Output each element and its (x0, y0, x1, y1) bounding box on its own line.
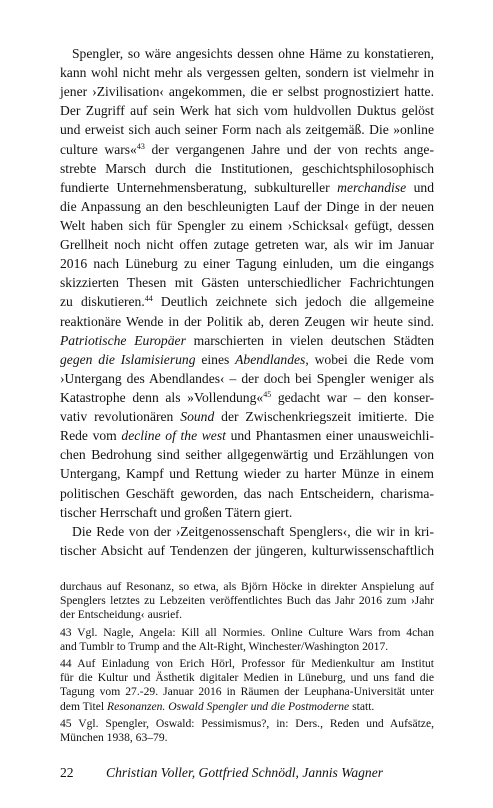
text-line: chen Bedrohung sind seither allgegenwärtig und Erzählungen von (60, 447, 434, 463)
footnotes (60, 580, 434, 745)
italic-term: Patriotische Europäer (60, 332, 186, 348)
page-number: 22 (60, 765, 74, 780)
footnote-43: 43 Vgl. Nagle, Angela: Kill all Normies. Online Culture Wars from 4chan (60, 625, 434, 639)
text-line: die Anpassung an den beschleunigten Lauf der Dinge in der neuen (60, 198, 434, 214)
text-line: Untergang, Kampf und Rettung wieder zu harter Münze in einem (60, 466, 434, 482)
text-line: kann wohl nicht mehr als vergessen gelten, sondern ist vielmehr in (60, 65, 434, 81)
footnote-line: der Entscheidung‹ ausrief. (60, 608, 183, 622)
text-line: strebte Marsch durch die Institutionen, geschichtsphilosophisch (60, 160, 434, 176)
text-line: Rede vom decline of the west und Phantasmen einer unausweichli- (60, 428, 434, 444)
footnote-ref-45: 45 (263, 389, 272, 399)
text-line: Der Zugriff auf sein Werk hat sich vom huldvollen Duktus gelöst (60, 103, 434, 119)
footnote-line: München 1938, 63–79. (60, 730, 168, 744)
page-footer (60, 764, 434, 782)
footnote-45: 45 Vgl. Spengler, Oswald: Pessimismus?, in: Ders., Reden und Aufsätze, (60, 716, 434, 730)
italic-title: Resonanzen. Oswald Spengler und die Postmoderne (107, 699, 350, 713)
footnote-44: 44 Auf Einladung von Erich Hörl, Professor für Medienkultur am Institut (60, 656, 434, 670)
text-line: culture wars«$^{43}$ der vergangenen Jahre und der von rechts ange- (60, 141, 434, 157)
text-line: reaktionäre Wende in der Politik ab, deren Zeugen wir heute sind. (60, 313, 434, 329)
main-text (60, 44, 434, 560)
text-line: vativ revolutionären Sound der Zwischenkriegszeit imitierte. Die (60, 409, 434, 425)
italic-term: Abendlandes (235, 351, 306, 367)
text-line: 2016 nach Lüneburg zu einer Tagung einluden, um die eingangs (60, 256, 434, 272)
footnote-line: Spenglers letztes zu Lebzeiten veröffentlichtes Buch das Jahr 2016 zum ›Jahr (60, 594, 434, 608)
italic-term: Sound (180, 409, 215, 425)
footnote-line: durchaus auf Resonanz, so etwa, als Björn Höcke in direkter Anspielung auf (60, 580, 434, 593)
text-line: Spengler, so wäre angesichts dessen ohne Häme zu konstatieren, (72, 46, 434, 61)
text-line: und erweist sich auch seiner Form nach als zeitgemäß. Die »online (60, 122, 434, 138)
footnote-ref-44: 44 (144, 294, 153, 304)
text-line: tischer Absicht auf Tendenzen der jüngeren, kulturwissenschaftlich (60, 542, 434, 558)
text-line: gegen die Islamisierung eines Abendlandes, wobei die Rede vom (60, 351, 434, 367)
text-line: fundierte Unternehmensberatung, subkultureller merchandise und (60, 179, 434, 195)
text-line: Patriotische Europäer marschierten in vielen deutschen Städten (60, 332, 434, 348)
text-line: Katastrophe denn als »Vollendung«$^{45}$ gedacht war – den konser- (60, 389, 434, 405)
footnote-ref-43: 43 (136, 141, 145, 151)
text-line: Welt haben sich für Spengler zu einem ›Schicksal‹ gefügt, dessen (60, 217, 434, 233)
author-names: Christian Voller, Gottfried Schnödl, Jannis Wagner (106, 765, 384, 780)
footnote-line: Tagung vom 27.-29. Januar 2016 in Räumen der Leuphana-Universität unter (60, 685, 434, 699)
footnote-line: für die Kultur und Ästhetik digitaler Medien in Lüneburg, und uns fand die (60, 671, 434, 685)
italic-term: decline of the west (121, 428, 226, 444)
text-line: ›Untergang des Abendlandes‹ – der doch bei Spengler weniger als (60, 370, 434, 386)
footnote-line: dem Titel Resonanzen. Oswald Spengler und die Postmoderne statt. (60, 699, 375, 713)
text-line: skizzierten Thesen mit Gästen unterschiedlicher Fachrichtungen (60, 275, 434, 291)
text-line: politischen Geschäft geworden, das nach Entscheidern, charisma- (60, 485, 434, 501)
text-line: jener ›Zivilisation‹ angekommen, die er selbst prognostiziert hatte. (60, 84, 434, 100)
footnote-line: and Tumblr to Trump and the Alt-Right, Winchester/Washington 2017. (60, 639, 389, 653)
text-line: zu diskutieren.$^{44}$ Deutlich zeichnete sich jedoch die allgemeine (60, 294, 435, 310)
text-line: tischer Herrschaft und großen Tätern giert. (60, 504, 293, 520)
italic-term: gegen die Islamisierung (60, 351, 196, 367)
italic-term: merchandise (337, 179, 407, 195)
text-line: Grellheit noch nicht offen zutage getreten war, als wir im Januar (60, 237, 434, 253)
text-line: Die Rede von der ›Zeitgenossenschaft Spenglers‹, die wir in kri- (72, 523, 434, 539)
